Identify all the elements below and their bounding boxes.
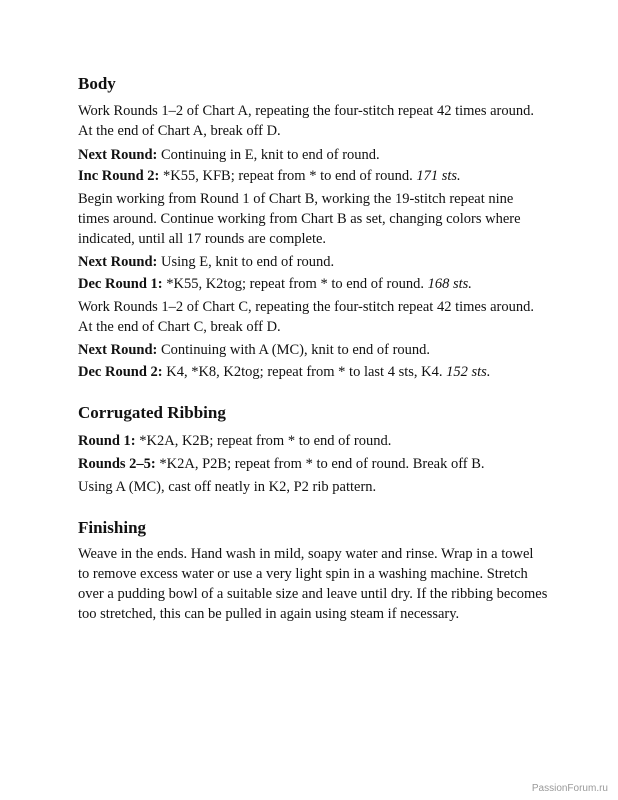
label-next-round: Next Round:: [78, 342, 158, 358]
body-paragraph-5: [78, 252, 548, 272]
body-paragraph-7: Work Rounds 1–2 of Chart C, repeating the four-stitch repeat 42 times around. At the end of Chart C, break off D.: [78, 299, 534, 335]
body-paragraph-1: Work Rounds 1–2 of Chart A, repeating the four-stitch repeat 42 times around. At the end of Chart A, break off D.: [78, 103, 534, 139]
stitch-count: 152 sts.: [446, 364, 491, 380]
label-inc-round-2: Inc Round 2:: [78, 168, 160, 184]
finishing-paragraph: Weave in the ends. Hand wash in mild, soapy water and rinse. Wrap in a towel to remove excess water or use a very light spin in a washing machine. Stretch over a pudding bowl of a suitable size and leave until dry. If the ribbing becomes too stretched, this can be pulled in again using steam if necessary.: [78, 546, 548, 622]
instruction-text: Continuing with A (MC), knit to end of round.: [157, 342, 431, 358]
stitch-count: 168 sts.: [427, 276, 472, 292]
label-round-1: Round 1:: [78, 433, 136, 449]
instruction-text: *K2A, P2B; repeat from * to end of round. Break off B.: [155, 456, 485, 472]
instruction-text: Continuing in E, knit to end of round.: [157, 147, 380, 163]
instruction-text: *K2A, K2B; repeat from * to end of round.: [135, 433, 392, 449]
body-paragraph-6: [78, 274, 548, 294]
body-paragraph-9: [78, 362, 548, 382]
ribbing-paragraph-1: [78, 431, 548, 451]
label-next-round: Next Round:: [78, 254, 158, 270]
section-heading-corrugated-ribbing: Corrugated Ribbing: [78, 403, 226, 422]
label-dec-round-2: Dec Round 2:: [78, 364, 163, 380]
label-next-round: Next Round:: [78, 147, 158, 163]
ribbing-paragraph-3: Using A (MC), cast off neatly in K2, P2 rib pattern.: [78, 479, 377, 495]
instruction-text: Using E, knit to end of round.: [157, 254, 335, 270]
body-paragraph-3: [78, 166, 548, 186]
ribbing-paragraph-2: [78, 454, 548, 474]
instruction-text: *K55, K2tog; repeat from * to end of round.: [162, 276, 428, 292]
body-paragraph-4: Begin working from Round 1 of Chart B, working the 19-stitch repeat nine times around. Continue working from Chart B as set, changing colors where indicated, until all 17 rounds are complete.: [78, 191, 521, 247]
section-heading-body: Body: [78, 74, 116, 93]
label-dec-round-1: Dec Round 1:: [78, 276, 163, 292]
watermark: PassionForum.ru: [531, 783, 608, 794]
stitch-count: 171 sts.: [416, 168, 461, 184]
instruction-text: *K55, KFB; repeat from * to end of round.: [159, 168, 417, 184]
body-paragraph-2: [78, 145, 548, 165]
section-heading-finishing: Finishing: [78, 518, 147, 537]
label-rounds-2-5: Rounds 2–5:: [78, 456, 156, 472]
instruction-text: K4, *K8, K2tog; repeat from * to last 4 sts, K4.: [162, 364, 447, 380]
body-paragraph-8: [78, 340, 548, 360]
